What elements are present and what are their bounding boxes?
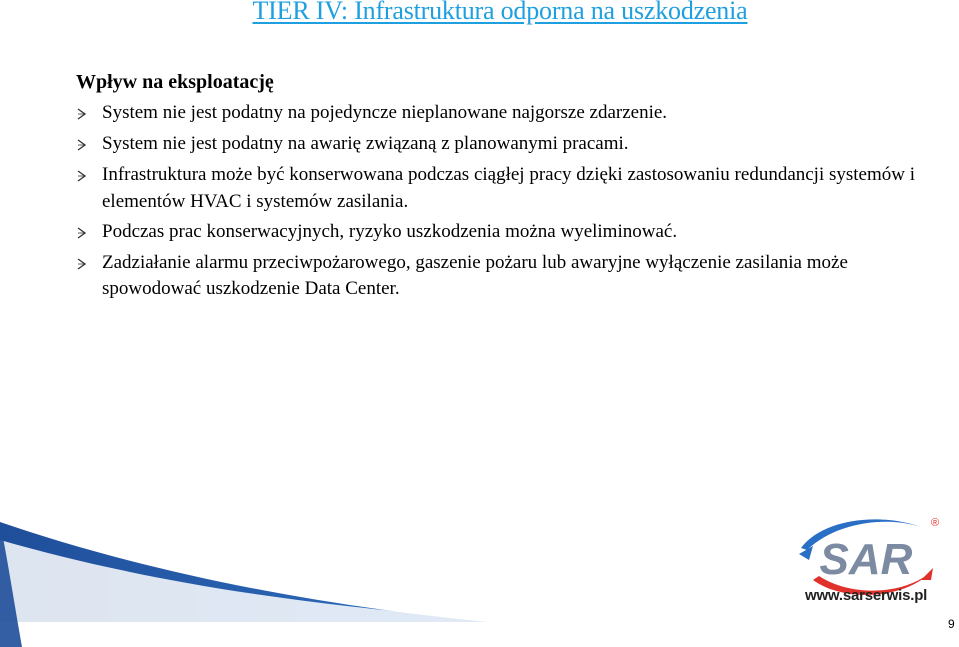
section-heading: Wpływ na eksploatację [76,71,274,93]
bullet-text: System nie jest podatny na pojedyncze nieplanowane najgorsze zdarzenie. [102,102,668,123]
logo-text: SAR [819,535,913,584]
arrow-bullet-icon [77,108,87,120]
logo-url: www.sarserwis.pl [805,587,928,604]
arrow-bullet-icon [77,227,87,239]
arrow-bullet-icon [77,258,87,270]
bullet-text: Infrastruktura może być konserwowana podczas ciągłej pracy dzięki zastosowaniu redundancji systemów i elementów HVAC i systemów zasilania. [102,164,916,212]
bullet-item [74,131,934,158]
arrow-bullet-icon [77,139,87,151]
title-container [200,0,800,28]
bullet-item [74,100,934,127]
registered-mark: ® [931,517,940,529]
bullet-text: Zadziałanie alarmu przeciwpożarowego, gaszenie pożaru lub awaryjne wyłączenie zasilania może spowodować uszkodzenie Data Center. [102,251,848,299]
arrow-bullet-icon [77,170,87,182]
bullet-item [74,250,934,303]
bullet-item [74,219,934,246]
bullet-text: Podczas prac konserwacyjnych, ryzyko uszkodzenia można wyeliminować. [102,221,678,242]
page-number: 9 [948,617,955,631]
bullet-list [74,100,934,307]
slide-title: TIER IV: Infrastruktura odporna na uszkodzenia [252,0,748,25]
bullet-text: System nie jest podatny na awarię związaną z planowanymi pracami. [102,132,629,154]
bullet-item [74,162,934,215]
